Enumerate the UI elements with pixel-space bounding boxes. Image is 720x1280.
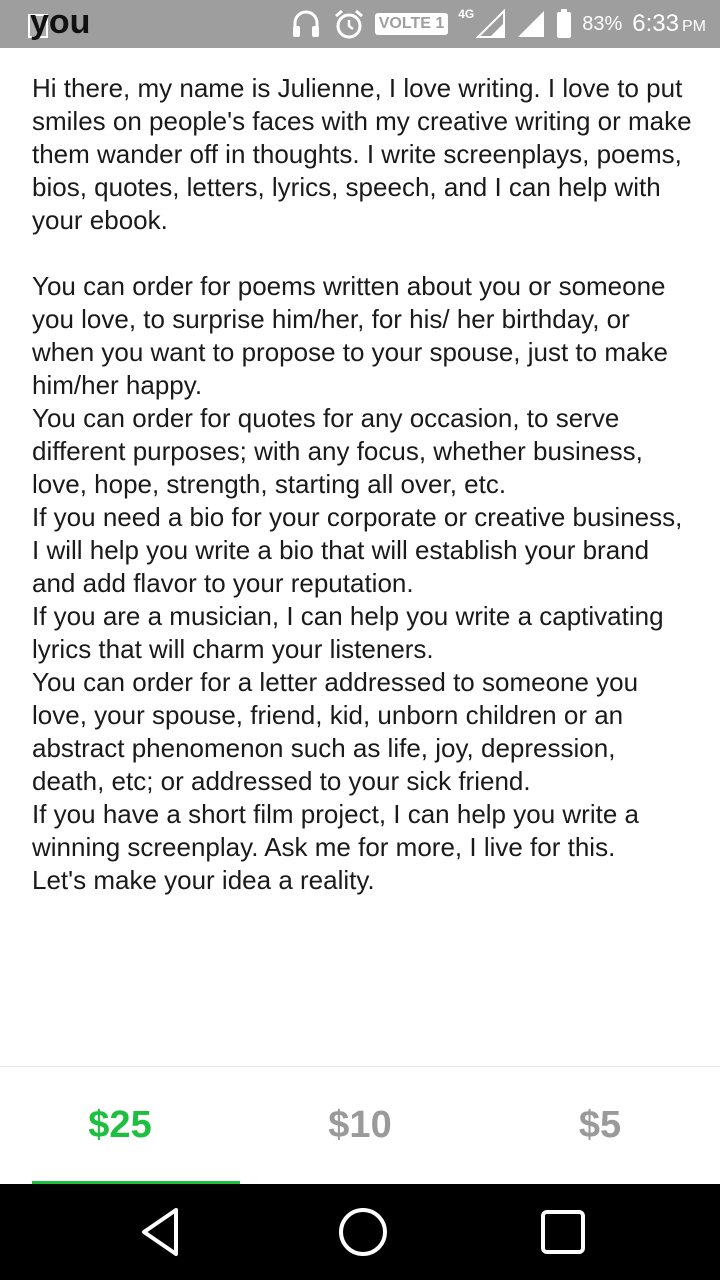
tab-price-25[interactable] <box>0 1067 240 1184</box>
home-button[interactable] <box>303 1184 423 1280</box>
battery-icon <box>556 9 572 39</box>
status-icons <box>289 0 706 48</box>
description-paragraph: You can order for poems written about you or someone you love, to surprise him/her, for his/ her birthday, or when you want to propose to your spouse, just to make him/her happy. <box>32 271 668 400</box>
network-type: 4G <box>458 7 475 21</box>
clock <box>632 10 706 38</box>
app-title: you <box>30 3 91 41</box>
gig-description <box>32 72 692 897</box>
description-paragraph: If you have a short film project, I can help you write a winning screenplay. Ask me for more, I live for this. <box>32 799 639 862</box>
description-paragraph: If you are a musician, I can help you write a captivating lyrics that will charm your listeners. <box>32 601 664 664</box>
description-paragraph: Let's make your idea a reality. <box>32 865 375 895</box>
signal-icon <box>476 9 506 39</box>
alarm-icon <box>333 8 365 40</box>
tab-price-label: $10 <box>328 1104 392 1146</box>
battery-percent: 83% <box>582 12 623 35</box>
tab-price-10[interactable] <box>240 1067 480 1184</box>
clock-ampm: PM <box>682 18 706 35</box>
price-tabs <box>0 1067 720 1184</box>
tab-price-label: $5 <box>578 1104 622 1146</box>
volte-badge: VOLTE 1 <box>375 13 449 35</box>
description-paragraph: If you need a bio for your corporate or creative business, I will help you write a bio that will establish your brand and add flavor to your reputation. <box>32 502 683 598</box>
intro-paragraph: Hi there, my name is Julienne, I love writing. I love to put smiles on people's faces with my creative writing or make them wander off in thoughts. I write screenplays, poems, bios, quotes, letters, lyrics, speech, and I can help with your ebook. <box>32 73 692 235</box>
back-button[interactable] <box>100 1184 220 1280</box>
status-bar <box>0 0 720 48</box>
description-paragraph: You can order for a letter addressed to someone you love, your spouse, friend, kid, unborn children or an abstract phenomenon such as life, joy, depression, death, etc; or addressed to your sick friend. <box>32 667 639 796</box>
tab-price-label: $25 <box>88 1104 152 1146</box>
clock-time: 6:33 <box>632 10 679 37</box>
signal-icon <box>516 9 546 39</box>
description-paragraph: You can order for quotes for any occasion, to serve different purposes; with any focus, whether business, love, hope, strength, starting all over, etc. <box>32 403 643 499</box>
tab-price-5[interactable] <box>480 1067 720 1184</box>
back-icon <box>136 1204 184 1260</box>
navigation-bar <box>0 1184 720 1280</box>
recents-button[interactable] <box>503 1184 623 1280</box>
home-icon <box>337 1206 389 1258</box>
headset-icon <box>289 7 323 41</box>
recents-icon <box>539 1208 587 1256</box>
